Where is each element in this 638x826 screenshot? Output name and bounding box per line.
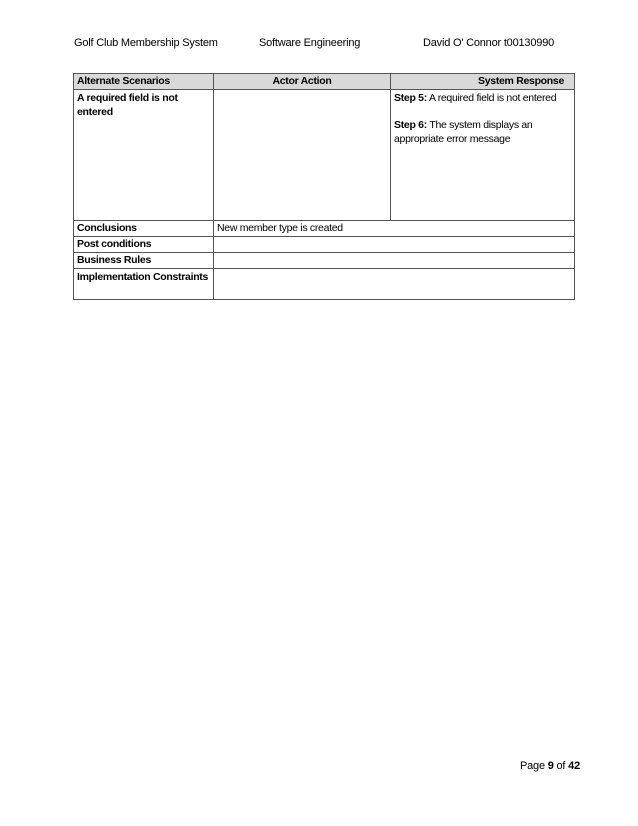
post-conditions-label: Post conditions — [74, 237, 214, 253]
step-6 — [394, 118, 571, 146]
header-alternate-scenarios: Alternate Scenarios — [74, 74, 214, 90]
page-footer — [480, 760, 580, 772]
post-conditions-value — [214, 237, 575, 253]
conclusions-label: Conclusions — [74, 221, 214, 237]
implementation-constraints-label: Implementation Constraints — [74, 269, 214, 300]
table-row-conclusions — [74, 221, 575, 237]
header-actor-action: Actor Action — [214, 74, 391, 90]
table-row-implementation-constraints — [74, 269, 575, 300]
of-word: of — [556, 760, 566, 772]
business-rules-value — [214, 253, 575, 269]
table-row-post-conditions — [74, 237, 575, 253]
step-6-text: The system displays an appropriate error message — [394, 119, 533, 145]
conclusions-value: New member type is created — [214, 221, 575, 237]
implementation-constraints-value — [214, 269, 575, 300]
header-module-name: Software Engineering — [259, 37, 361, 49]
system-response-cell — [391, 90, 575, 221]
page-current: 9 — [547, 760, 554, 772]
step-6-label: Step 6: — [394, 119, 427, 131]
step-5 — [394, 91, 571, 105]
header-author: David O' Connor t00130990 — [423, 37, 555, 49]
actor-action-cell — [214, 90, 391, 221]
page-header — [74, 37, 574, 53]
table-row-business-rules — [74, 253, 575, 269]
header-system-response: System Response — [391, 74, 575, 90]
step-5-label: Step 5: — [394, 92, 427, 104]
table-header-row — [74, 74, 575, 90]
page-word: Page — [519, 760, 545, 772]
header-project-title: Golf Club Membership System — [74, 37, 218, 49]
alternate-scenario-row — [74, 90, 575, 221]
step-5-text: A required field is not entered — [426, 92, 557, 104]
use-case-table — [73, 73, 575, 300]
page-total: 42 — [568, 760, 580, 772]
business-rules-label: Business Rules — [74, 253, 214, 269]
step-spacer — [394, 105, 571, 118]
scenario-cell: A required field is not entered — [74, 90, 214, 221]
